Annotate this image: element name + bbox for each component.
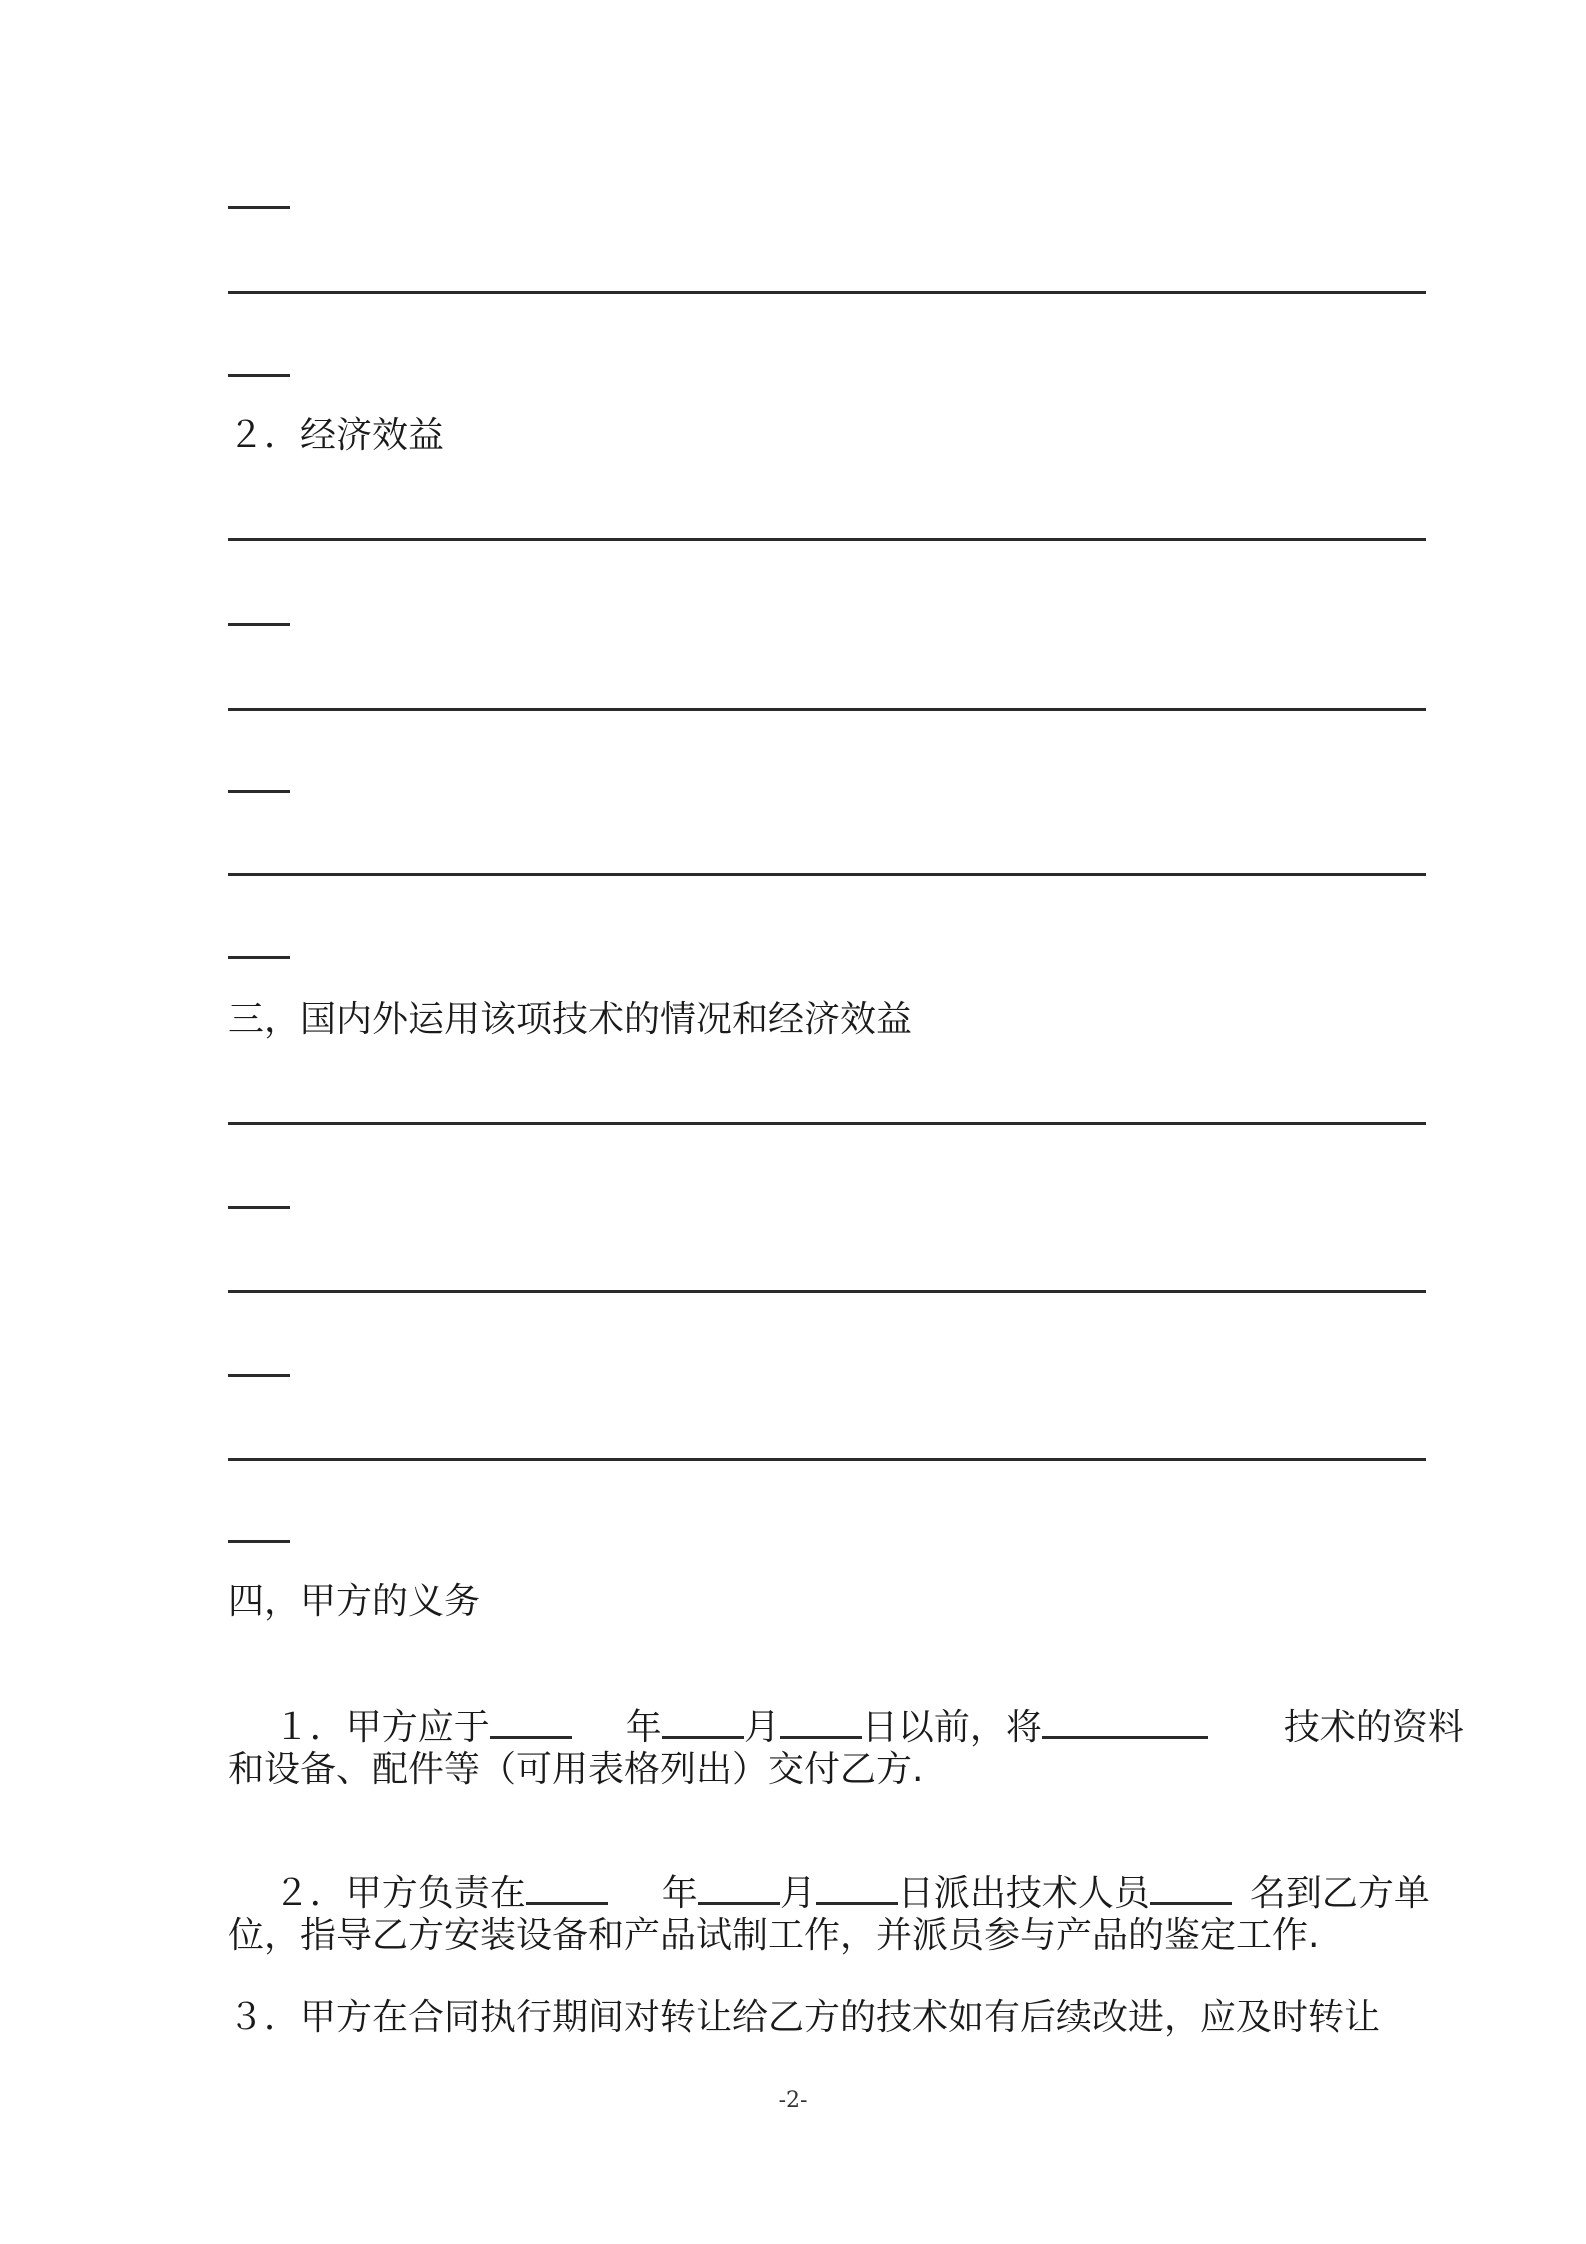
section-title: 四，甲方的义务 (228, 1581, 481, 1622)
blank-field (816, 1872, 898, 1905)
text-run: 年 (625, 1707, 662, 1748)
fill-line (228, 291, 1426, 294)
blank-field (1150, 1872, 1232, 1905)
text-run: 技术的资料 (1283, 1707, 1464, 1748)
text-run: 日以前，将 (861, 1707, 1042, 1748)
text-run: 月 (743, 1707, 780, 1748)
blank-field (490, 1706, 572, 1739)
blank-field (526, 1872, 608, 1905)
fill-line-short (228, 623, 290, 626)
text-run: 年 (661, 1873, 698, 1914)
paragraph-line: 位，指导乙方安装设备和产品试制工作，并派员参与产品的鉴定工作. (228, 1915, 1320, 1956)
section-title: ２．经济效益 (228, 415, 445, 456)
text-run: 日派出技术人员 (897, 1873, 1150, 1914)
fill-line-short (228, 1206, 290, 1209)
fill-line (228, 708, 1426, 711)
fill-line-short (228, 374, 290, 377)
fill-line-short (228, 206, 290, 209)
fill-line (228, 1458, 1426, 1461)
fill-line-short (228, 790, 290, 793)
fill-line-short (228, 1374, 290, 1377)
paragraph-line: ３．甲方在合同执行期间对转让给乙方的技术如有后续改进，应及时转让 (228, 1997, 1381, 2038)
fill-line (228, 538, 1426, 541)
fill-line-short (228, 1540, 290, 1543)
blank-field (1042, 1706, 1208, 1739)
fill-line-short (228, 956, 290, 959)
blank-field (780, 1706, 862, 1739)
fill-line (228, 1290, 1426, 1293)
blank-field (662, 1706, 744, 1739)
blank-field (698, 1872, 780, 1905)
text-run: 月 (779, 1873, 816, 1914)
text-run: 名到乙方单 (1249, 1873, 1430, 1914)
fill-line (228, 873, 1426, 876)
section-title: 三，国内外运用该项技术的情况和经济效益 (228, 999, 913, 1040)
page-number: -2- (778, 2088, 808, 2113)
text-run: ２．甲方负责在 (273, 1873, 526, 1914)
paragraph-line: 和设备、配件等（可用表格列出）交付乙方. (228, 1749, 924, 1790)
text-run: １．甲方应于 (273, 1707, 490, 1748)
fill-line (228, 1122, 1426, 1125)
